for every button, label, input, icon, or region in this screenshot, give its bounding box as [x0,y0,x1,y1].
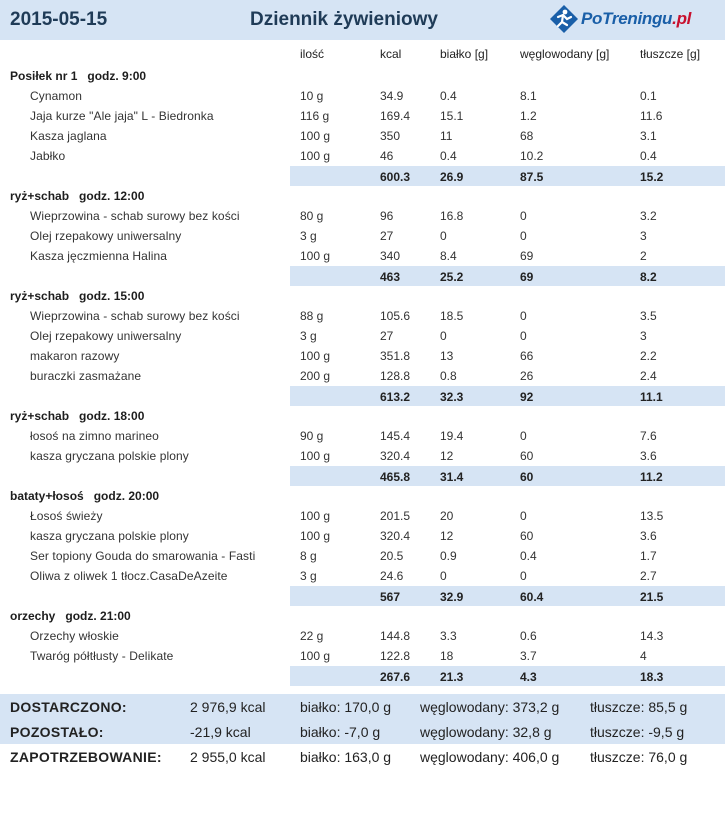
food-qty: 22 g [300,629,324,643]
food-kcal: 34.9 [380,89,404,103]
food-fat: 7.6 [640,429,657,443]
food-kcal: 320.4 [380,449,411,463]
food-fat: 3.1 [640,129,657,143]
food-carbs: 69 [520,249,534,263]
food-row [0,326,725,346]
meal-total-protein: 21.3 [440,670,464,684]
meal-total-fat: 8.2 [640,270,657,284]
food-name: Oliwa z oliwek 1 tłocz.CasaDeAzeite [30,569,228,583]
food-fat: 4 [640,649,647,663]
diary-date: 2015-05-15 [10,9,108,30]
summary-label: DOSTARCZONO: [10,699,127,715]
meal-time: godz. 20:00 [93,489,160,503]
summary-kcal: 2 976,9 kcal [190,699,266,715]
food-kcal: 340 [380,249,401,263]
meal-time: godz. 12:00 [79,189,145,203]
food-fat: 3.2 [640,209,657,223]
col-header-kcal: kcal [380,47,402,61]
summary-row [0,694,725,719]
food-carbs: 60 [520,449,534,463]
meal-time: godz. 15:00 [79,289,145,303]
meal-name: ryż+schab [10,189,70,203]
food-row [0,526,725,546]
col-header-carbs: węglowodany [g] [520,47,610,61]
page-header [0,0,725,40]
food-kcal: 20.5 [380,549,404,563]
meal-total-row [290,166,725,186]
summary-carbs: węglowodany: 373,2 g [420,699,560,715]
food-name: Wieprzowina - schab surowy bez kości [30,209,240,223]
food-kcal: 144.8 [380,629,411,643]
food-name: Cynamon [30,89,83,103]
meal-total-row [290,386,725,406]
food-protein: 20 [440,509,454,523]
food-protein: 18.5 [440,309,464,323]
food-row [0,106,725,126]
meal-total-fat: 18.3 [640,670,664,684]
food-kcal: 27 [380,329,394,343]
food-fat: 14.3 [640,629,664,643]
food-carbs: 0 [520,229,527,243]
food-kcal: 350 [380,129,401,143]
food-fat: 3 [640,329,647,343]
food-kcal: 320.4 [380,529,411,543]
food-carbs: 0 [520,569,527,583]
meal-total-kcal: 463 [380,270,401,284]
logo-text: PoTreningu.pl [581,9,692,28]
food-carbs: 60 [520,529,534,543]
summary-kcal: 2 955,0 kcal [190,749,266,765]
meal-total-kcal: 267.6 [380,670,411,684]
page-title: Dziennik żywieniowy [250,9,438,30]
food-row [0,146,725,166]
food-row [0,446,725,466]
meal-total-carbs: 4.3 [520,670,537,684]
food-protein: 8.4 [440,249,457,263]
summary-row [0,719,725,744]
food-qty: 100 g [300,349,331,363]
food-row [0,206,725,226]
food-fat: 3.6 [640,449,657,463]
col-header-qty: ilość [300,47,325,61]
food-protein: 11 [440,129,453,143]
food-protein: 13 [440,349,454,363]
meal-total-row [290,266,725,286]
summary-carbs: węglowodany: 32,8 g [420,724,552,740]
food-carbs: 0 [520,329,527,343]
food-carbs: 0.6 [520,629,537,643]
food-row [0,86,725,106]
food-fat: 2.7 [640,569,657,583]
meal-time: godz. 9:00 [87,69,147,83]
food-qty: 100 g [300,449,331,463]
food-qty: 88 g [300,309,324,323]
meal-total-carbs: 92 [520,390,534,404]
food-carbs: 3.7 [520,649,537,663]
summary-fat: tłuszcze: -9,5 g [590,724,685,740]
food-protein: 3.3 [440,629,457,643]
food-qty: 116 g [300,109,330,123]
food-protein: 0.4 [440,149,457,163]
food-protein: 0.9 [440,549,457,563]
food-name: Kasza jęczmienna Halina [30,249,168,263]
food-fat: 3.6 [640,529,657,543]
meal-total-row [290,586,725,606]
food-row [0,426,725,446]
food-row [0,246,725,266]
meal-total-fat: 11.1 [640,390,663,404]
food-qty: 8 g [300,549,317,563]
meal-total-kcal: 465.8 [380,470,411,484]
meal-total-protein: 25.2 [440,270,464,284]
summary-kcal: -21,9 kcal [190,724,251,740]
food-protein: 12 [440,529,454,543]
food-carbs: 0 [520,509,527,523]
meal-total-carbs: 60 [520,470,534,484]
food-protein: 16.8 [440,209,464,223]
food-name: Orzechy włoskie [30,629,119,643]
food-qty: 100 g [300,649,331,663]
food-protein: 18 [440,649,454,663]
food-kcal: 351.8 [380,349,411,363]
meal-total-fat: 11.2 [640,470,663,484]
food-qty: 200 g [300,369,331,383]
meal-total-kcal: 600.3 [380,170,411,184]
food-carbs: 10.2 [520,149,544,163]
food-kcal: 145.4 [380,429,411,443]
meal-name: ryż+schab [10,409,70,423]
food-protein: 0 [440,229,447,243]
meal-title [10,289,144,303]
meal-title [10,489,159,503]
food-protein: 12 [440,449,454,463]
food-qty: 90 g [300,429,324,443]
food-name: Olej rzepakowy uniwersalny [30,229,182,243]
food-fat: 2.4 [640,369,657,383]
food-kcal: 201.5 [380,509,411,523]
food-qty: 3 g [300,229,317,243]
food-carbs: 0 [520,209,527,223]
food-row [0,346,725,366]
food-row [0,506,725,526]
food-kcal: 46 [380,149,394,163]
food-name: łosoś na zimno marineo [30,429,159,443]
food-fat: 11.6 [640,109,663,123]
col-header-protein: białko [g] [440,47,489,61]
meal-total-carbs: 87.5 [520,170,544,184]
meal-total-kcal: 567 [380,590,401,604]
food-carbs: 66 [520,349,534,363]
meal-total-protein: 32.3 [440,390,464,404]
food-protein: 15.1 [440,109,464,123]
food-fat: 0.1 [640,89,657,103]
food-kcal: 122.8 [380,649,411,663]
meal-time: godz. 21:00 [65,609,131,623]
food-carbs: 0 [520,429,527,443]
summary-fat: tłuszcze: 76,0 g [590,749,688,765]
food-carbs: 0 [520,309,527,323]
food-qty: 10 g [300,89,324,103]
site-logo[interactable] [549,4,691,34]
food-name: Twaróg półtłusty - Delikate [30,649,174,663]
meal-total-protein: 26.9 [440,170,464,184]
meal-total-protein: 32.9 [440,590,464,604]
meal-total-fat: 15.2 [640,170,664,184]
summary-row [0,744,725,769]
runner-logo-icon [549,4,579,34]
meal-title [10,189,144,203]
food-fat: 2.2 [640,349,657,363]
food-row [0,646,725,666]
food-qty: 100 g [300,509,331,523]
food-protein: 0 [440,329,447,343]
food-row [0,306,725,326]
food-row [0,626,725,646]
food-row [0,226,725,246]
food-qty: 3 g [300,569,317,583]
food-qty: 80 g [300,209,324,223]
food-name: kasza gryczana polskie plony [30,449,189,463]
summary-label: POZOSTAŁO: [10,724,104,740]
meal-total-row [290,666,725,686]
food-fat: 2 [640,249,647,263]
food-name: kasza gryczana polskie plony [30,529,189,543]
food-carbs: 0.4 [520,549,537,563]
meal-total-fat: 21.5 [640,590,664,604]
meal-name: bataty+łosoś [10,489,84,503]
meal-title [10,409,144,423]
food-name: Ser topiony Gouda do smarowania - Fasti [30,549,256,563]
food-qty: 100 g [300,249,331,263]
meal-name: orzechy [10,609,56,623]
food-qty: 3 g [300,329,317,343]
food-protein: 19.4 [440,429,464,443]
food-name: Łosoś świeży [30,509,103,523]
food-name: Olej rzepakowy uniwersalny [30,329,182,343]
meal-total-row [290,466,725,486]
food-protein: 0.8 [440,369,457,383]
food-kcal: 105.6 [380,309,411,323]
food-name: Jabłko [30,149,66,163]
food-protein: 0.4 [440,89,457,103]
food-fat: 0.4 [640,149,657,163]
food-carbs: 26 [520,369,534,383]
summary-protein: białko: 170,0 g [300,699,392,715]
food-carbs: 8.1 [520,89,537,103]
food-kcal: 128.8 [380,369,411,383]
summary-protein: białko: -7,0 g [300,724,381,740]
food-name: makaron razowy [30,349,120,363]
food-row [0,566,725,586]
food-kcal: 27 [380,229,394,243]
food-fat: 3 [640,229,647,243]
meal-title [10,609,131,623]
meal-time: godz. 18:00 [79,409,145,423]
food-row [0,126,725,146]
food-name: buraczki zasmażane [30,369,142,383]
food-name: Wieprzowina - schab surowy bez kości [30,309,240,323]
meal-total-kcal: 613.2 [380,390,411,404]
food-qty: 100 g [300,529,331,543]
food-row [0,366,725,386]
food-fat: 3.5 [640,309,657,323]
food-protein: 0 [440,569,447,583]
summary-protein: białko: 163,0 g [300,749,392,765]
meal-total-carbs: 69 [520,270,534,284]
food-kcal: 169.4 [380,109,411,123]
col-header-fat: tłuszcze [g] [640,47,701,61]
summary-fat: tłuszcze: 85,5 g [590,699,688,715]
food-carbs: 68 [520,129,534,143]
food-kcal: 24.6 [380,569,404,583]
summary-carbs: węglowodany: 406,0 g [420,749,560,765]
food-qty: 100 g [300,129,331,143]
food-name: Kasza jaglana [30,129,107,143]
meal-total-carbs: 60.4 [520,590,544,604]
food-fat: 1.7 [640,549,657,563]
food-kcal: 96 [380,209,394,223]
meal-name: ryż+schab [10,289,70,303]
summary-label: ZAPOTRZEBOWANIE: [10,749,162,765]
meal-title [10,69,146,83]
food-carbs: 1.2 [520,109,537,123]
meal-name: Posiłek nr 1 [10,69,78,83]
food-name: Jaja kurze "Ale jaja" L - Biedronka [30,109,214,123]
food-row [0,546,725,566]
food-fat: 13.5 [640,509,664,523]
food-qty: 100 g [300,149,331,163]
meal-total-protein: 31.4 [440,470,464,484]
